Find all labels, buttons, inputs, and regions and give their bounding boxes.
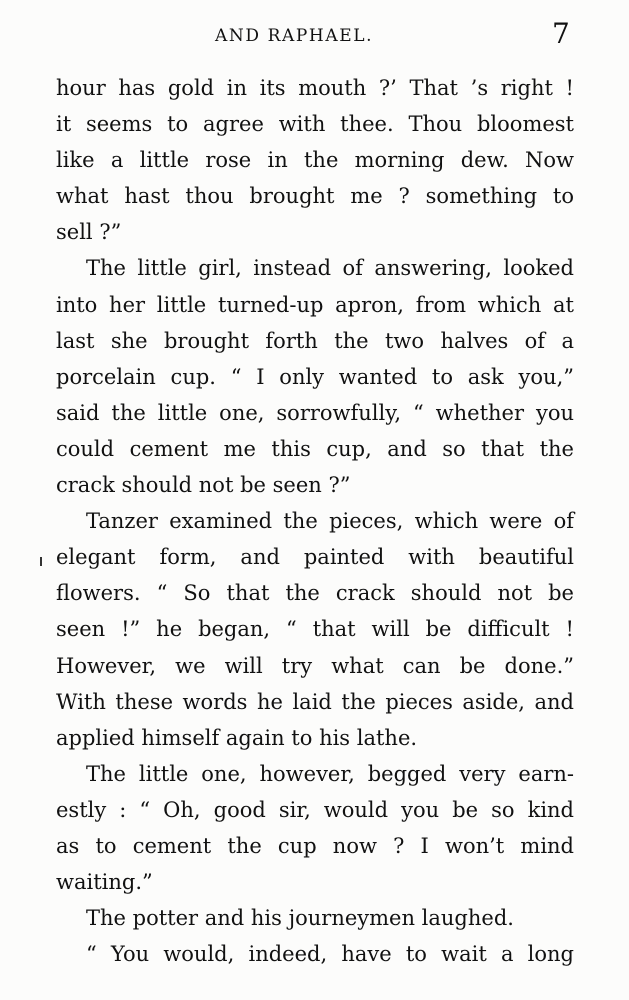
stray-ink-mark: [40, 557, 42, 566]
text-line: The potter and his journeymen laughed.: [86, 906, 514, 931]
page-number: 7: [552, 17, 570, 50]
running-title: AND RAPHAEL.: [215, 26, 374, 46]
text-line: waiting.”: [56, 870, 153, 895]
text-line: crack should not be seen ?”: [56, 473, 351, 498]
text-line: seen !” he began, “ that will be difficult !: [56, 617, 574, 642]
text-line: The little one, however, begged very earn-: [86, 761, 574, 786]
text-line: The little girl, instead of answering, looked: [86, 256, 574, 281]
text-line: what hast thou brought me ? something to: [56, 184, 574, 209]
text-line: last she brought forth the two halves of a: [56, 328, 574, 353]
text-line: said the little one, sorrowfully, “ whether you: [56, 400, 574, 425]
text-line: “ You would, indeed, have to wait a long: [86, 942, 574, 967]
text-line: could cement me this cup, and so that the: [56, 436, 574, 461]
page-header: [0, 14, 629, 58]
text-line: sell ?”: [56, 220, 122, 245]
text-line: into her little turned-up apron, from which at: [56, 292, 574, 317]
text-line: estly : “ Oh, good sir, would you be so kind: [56, 797, 574, 822]
text-line: flowers. “ So that the crack should not be: [56, 581, 574, 606]
text-line: applied himself again to his lathe.: [56, 725, 418, 750]
text-line: elegant form, and painted with beautiful: [56, 545, 574, 570]
text-line: as to cement the cup now ? I won’t mind: [56, 833, 574, 858]
body-text: [56, 70, 574, 972]
text-line: Tanzer examined the pieces, which were of: [86, 509, 574, 534]
text-line: With these words he laid the pieces aside, and: [56, 689, 574, 714]
text-line: like a little rose in the morning dew. Now: [56, 148, 574, 173]
text-line: hour has gold in its mouth ?’ That ’s right !: [56, 76, 574, 100]
text-line: However, we will try what can be done.”: [56, 653, 574, 678]
text-line: it seems to agree with thee. Thou bloomest: [56, 112, 574, 137]
text-line: porcelain cup. “ I only wanted to ask you,”: [56, 364, 574, 389]
